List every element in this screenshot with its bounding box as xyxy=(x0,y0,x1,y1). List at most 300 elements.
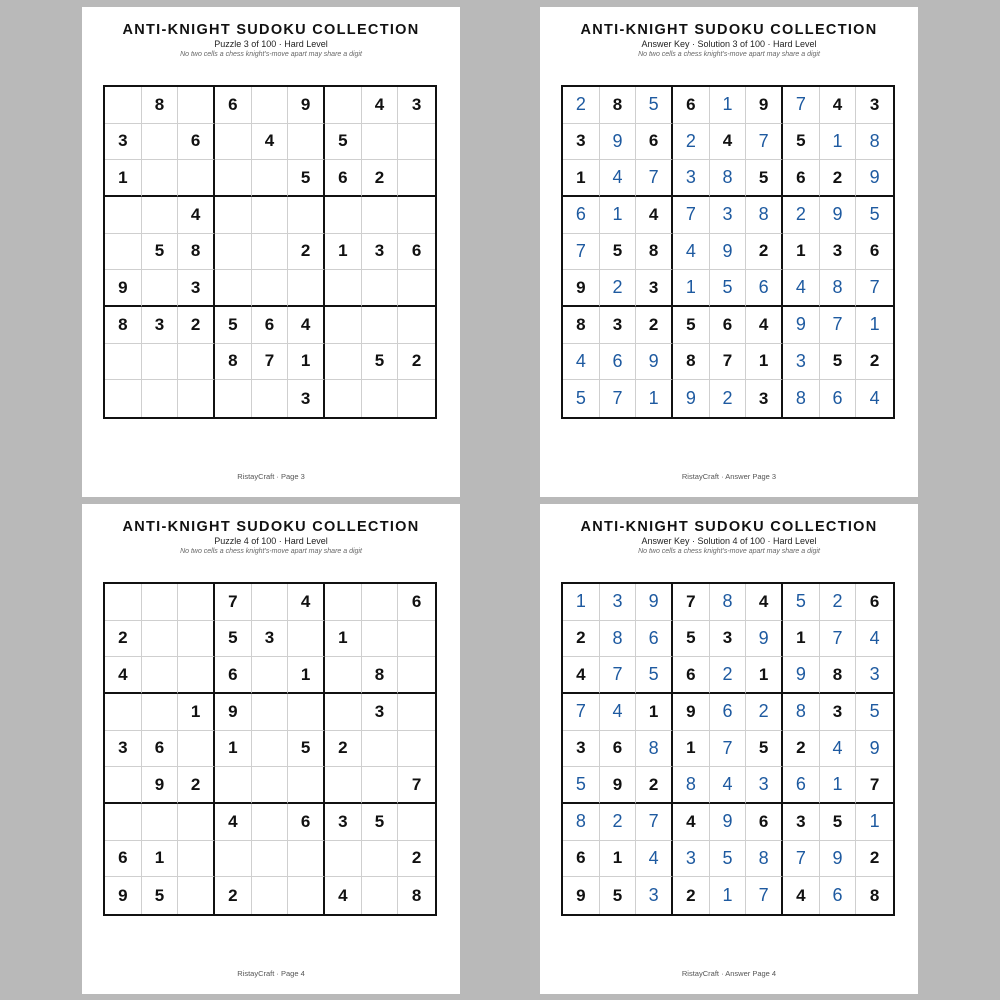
grid-cell: 9 xyxy=(105,270,142,307)
grid-cell xyxy=(252,87,289,124)
grid-cell: 4 xyxy=(215,804,252,841)
grid-cell: 2 xyxy=(673,124,710,161)
grid-cell xyxy=(252,841,289,878)
grid-cell: 4 xyxy=(820,731,857,768)
grid-cell: 6 xyxy=(636,621,673,658)
grid-cell: 9 xyxy=(856,731,893,768)
grid-cell: 1 xyxy=(710,87,747,124)
grid-cell: 8 xyxy=(856,124,893,161)
grid-cell xyxy=(178,584,215,621)
grid-cell: 5 xyxy=(710,841,747,878)
grid-cell: 4 xyxy=(600,160,637,197)
grid-cell: 6 xyxy=(636,124,673,161)
grid-cell xyxy=(178,87,215,124)
rule-text: No two cells a chess knight's-move apart may share a digit xyxy=(638,51,820,58)
grid-cell xyxy=(398,804,435,841)
grid-cell xyxy=(215,197,252,234)
grid-cell xyxy=(105,767,142,804)
grid-cell: 9 xyxy=(636,584,673,621)
grid-cell: 5 xyxy=(288,731,325,768)
grid-cell: 1 xyxy=(710,877,747,914)
grid-cell: 9 xyxy=(710,234,747,271)
grid-cell xyxy=(178,380,215,417)
grid-cell: 9 xyxy=(856,160,893,197)
grid-cell: 8 xyxy=(673,767,710,804)
page-footer: RistayCraft · Page 4 xyxy=(237,969,305,978)
grid-cell: 3 xyxy=(710,621,747,658)
grid-cell xyxy=(178,804,215,841)
grid-cell: 9 xyxy=(142,767,179,804)
grid-cell xyxy=(252,694,289,731)
grid-cell xyxy=(178,160,215,197)
grid-cell: 6 xyxy=(215,87,252,124)
grid-cell: 2 xyxy=(600,804,637,841)
grid-cell: 1 xyxy=(288,657,325,694)
grid-cell: 3 xyxy=(746,767,783,804)
grid-cell: 2 xyxy=(636,307,673,344)
grid-cell: 3 xyxy=(142,307,179,344)
grid-cell xyxy=(105,87,142,124)
sudoku-grid xyxy=(103,582,437,916)
grid-cell xyxy=(398,621,435,658)
grid-cell xyxy=(142,124,179,161)
grid-cell: 2 xyxy=(563,621,600,658)
grid-cell xyxy=(398,731,435,768)
grid-cell xyxy=(362,197,399,234)
grid-cell: 2 xyxy=(362,160,399,197)
grid-cell: 7 xyxy=(856,270,893,307)
rule-text: No two cells a chess knight's-move apart may share a digit xyxy=(180,548,362,555)
grid-cell xyxy=(178,657,215,694)
grid-cell: 4 xyxy=(325,877,362,914)
grid-cell: 2 xyxy=(178,307,215,344)
grid-cell: 4 xyxy=(856,621,893,658)
grid-cell xyxy=(398,160,435,197)
grid-cell: 6 xyxy=(600,731,637,768)
grid-cell xyxy=(398,380,435,417)
page-title: ANTI-KNIGHT SUDOKU COLLECTION xyxy=(580,22,878,38)
grid-cell: 1 xyxy=(563,584,600,621)
grid-cell: 2 xyxy=(398,841,435,878)
grid-cell xyxy=(398,694,435,731)
grid-cell: 5 xyxy=(636,87,673,124)
page-title: ANTI-KNIGHT SUDOKU COLLECTION xyxy=(122,519,420,535)
grid-cell: 4 xyxy=(746,584,783,621)
grid-cell xyxy=(142,344,179,381)
grid-cell: 6 xyxy=(288,804,325,841)
grid-cell: 6 xyxy=(563,197,600,234)
grid-cell: 8 xyxy=(636,731,673,768)
grid-cell: 2 xyxy=(673,877,710,914)
grid-cell xyxy=(142,380,179,417)
rule-text: No two cells a chess knight's-move apart may share a digit xyxy=(180,51,362,58)
grid-cell xyxy=(252,380,289,417)
grid-cell xyxy=(362,621,399,658)
grid-cell: 5 xyxy=(636,657,673,694)
grid-cell xyxy=(142,621,179,658)
grid-cell: 5 xyxy=(783,124,820,161)
grid-cell xyxy=(288,694,325,731)
grid-cell xyxy=(215,124,252,161)
grid-cell xyxy=(105,197,142,234)
grid-cell: 5 xyxy=(325,124,362,161)
grid-cell xyxy=(215,767,252,804)
grid-cell: 5 xyxy=(563,380,600,417)
grid-cell xyxy=(215,234,252,271)
grid-cell: 8 xyxy=(600,621,637,658)
page-subtitle: Answer Key · Solution 4 of 100 · Hard Level xyxy=(641,536,817,546)
grid-cell: 6 xyxy=(746,270,783,307)
grid-cell: 7 xyxy=(820,307,857,344)
grid-cell: 8 xyxy=(563,307,600,344)
grid-cell: 7 xyxy=(710,731,747,768)
grid-cell xyxy=(105,804,142,841)
grid-cell: 8 xyxy=(673,344,710,381)
grid-cell: 9 xyxy=(783,307,820,344)
grid-cell: 5 xyxy=(820,804,857,841)
grid-cell: 5 xyxy=(783,584,820,621)
grid-cell: 9 xyxy=(820,841,857,878)
puzzle-page-3 xyxy=(82,7,460,497)
grid-cell xyxy=(398,124,435,161)
page-subtitle: Puzzle 3 of 100 · Hard Level xyxy=(214,39,328,49)
grid-cell: 2 xyxy=(215,877,252,914)
rule-text: No two cells a chess knight's-move apart may share a digit xyxy=(638,548,820,555)
grid-cell: 8 xyxy=(142,87,179,124)
grid-cell: 6 xyxy=(783,767,820,804)
grid-cell xyxy=(142,197,179,234)
grid-cell xyxy=(252,234,289,271)
grid-cell: 8 xyxy=(783,380,820,417)
grid-cell: 2 xyxy=(178,767,215,804)
grid-cell: 3 xyxy=(600,307,637,344)
grid-cell: 5 xyxy=(746,160,783,197)
grid-cell: 9 xyxy=(673,694,710,731)
grid-cell: 1 xyxy=(325,621,362,658)
grid-cell: 3 xyxy=(673,841,710,878)
grid-cell: 5 xyxy=(362,344,399,381)
grid-cell: 5 xyxy=(362,804,399,841)
grid-cell: 6 xyxy=(710,694,747,731)
grid-cell: 7 xyxy=(783,841,820,878)
grid-cell: 7 xyxy=(636,804,673,841)
grid-cell: 9 xyxy=(215,694,252,731)
grid-cell: 1 xyxy=(746,344,783,381)
grid-cell xyxy=(398,270,435,307)
grid-cell: 3 xyxy=(783,804,820,841)
grid-cell: 2 xyxy=(600,270,637,307)
grid-cell: 1 xyxy=(673,731,710,768)
grid-cell: 4 xyxy=(563,657,600,694)
grid-cell: 5 xyxy=(215,621,252,658)
grid-cell: 7 xyxy=(820,621,857,658)
grid-cell: 5 xyxy=(563,767,600,804)
grid-cell: 5 xyxy=(673,621,710,658)
grid-cell xyxy=(362,731,399,768)
grid-cell xyxy=(215,270,252,307)
grid-cell: 4 xyxy=(783,877,820,914)
grid-cell xyxy=(362,124,399,161)
grid-cell: 5 xyxy=(673,307,710,344)
grid-cell xyxy=(288,877,325,914)
grid-cell xyxy=(288,270,325,307)
sudoku-grid xyxy=(561,582,895,916)
grid-cell: 2 xyxy=(288,234,325,271)
grid-cell xyxy=(362,584,399,621)
grid-cell: 9 xyxy=(746,87,783,124)
grid-cell: 2 xyxy=(820,160,857,197)
grid-cell: 9 xyxy=(105,877,142,914)
grid-cell: 5 xyxy=(856,197,893,234)
grid-cell: 7 xyxy=(563,694,600,731)
grid-cell xyxy=(252,584,289,621)
grid-cell: 4 xyxy=(820,87,857,124)
grid-cell: 8 xyxy=(411,885,422,905)
grid-cell: 1 xyxy=(820,767,857,804)
grid-cell: 5 xyxy=(142,234,179,271)
grid-cell: 1 xyxy=(142,841,179,878)
grid-cell: 6 xyxy=(783,160,820,197)
grid-cell: 7 xyxy=(673,197,710,234)
grid-cell: 1 xyxy=(820,124,857,161)
grid-cell: 9 xyxy=(636,344,673,381)
grid-cell xyxy=(142,270,179,307)
grid-cell xyxy=(325,584,362,621)
grid-cell xyxy=(105,380,142,417)
grid-cell: 3 xyxy=(105,124,142,161)
grid-cell xyxy=(362,841,399,878)
grid-cell xyxy=(288,124,325,161)
grid-cell: 6 xyxy=(398,234,435,271)
grid-cell: 9 xyxy=(600,767,637,804)
grid-cell: 6 xyxy=(673,87,710,124)
grid-cell: 2 xyxy=(783,731,820,768)
grid-cell: 3 xyxy=(673,160,710,197)
grid-cell: 6 xyxy=(820,877,857,914)
grid-cell xyxy=(215,841,252,878)
grid-cell: 2 xyxy=(783,197,820,234)
grid-cell: 6 xyxy=(600,344,637,381)
grid-cell xyxy=(178,877,215,914)
grid-cell: 8 xyxy=(820,657,857,694)
grid-cell: 7 xyxy=(746,877,783,914)
grid-cell xyxy=(288,841,325,878)
grid-cell: 7 xyxy=(600,657,637,694)
grid-cell: 3 xyxy=(820,694,857,731)
grid-cell: 6 xyxy=(215,657,252,694)
grid-cell xyxy=(362,270,399,307)
grid-cell xyxy=(325,307,362,344)
grid-cell: 1 xyxy=(673,270,710,307)
grid-cell xyxy=(105,584,142,621)
grid-cell: 8 xyxy=(178,234,215,271)
grid-cell: 4 xyxy=(673,234,710,271)
grid-cell: 1 xyxy=(215,731,252,768)
grid-cell: 4 xyxy=(563,344,600,381)
grid-cell: 3 xyxy=(563,124,600,161)
grid-cell: 2 xyxy=(746,694,783,731)
grid-cell: 2 xyxy=(563,87,600,124)
grid-cell xyxy=(398,657,435,694)
grid-cell xyxy=(362,877,399,914)
grid-cell: 3 xyxy=(636,877,673,914)
grid-cell: 2 xyxy=(746,234,783,271)
grid-cell: 2 xyxy=(325,731,362,768)
grid-cell xyxy=(252,270,289,307)
grid-cell xyxy=(325,657,362,694)
page-subtitle: Answer Key · Solution 3 of 100 · Hard Level xyxy=(641,39,817,49)
grid-cell: 4 xyxy=(636,197,673,234)
grid-cell: 7 xyxy=(746,124,783,161)
grid-cell: 8 xyxy=(746,841,783,878)
grid-cell: 7 xyxy=(215,584,252,621)
grid-cell: 2 xyxy=(636,767,673,804)
grid-cell: 7 xyxy=(783,87,820,124)
grid-cell: 2 xyxy=(856,841,893,878)
grid-cell: 1 xyxy=(600,197,637,234)
grid-cell xyxy=(288,767,325,804)
grid-cell xyxy=(362,380,399,417)
grid-cell: 9 xyxy=(563,877,600,914)
grid-cell: 1 xyxy=(325,234,362,271)
grid-cell: 9 xyxy=(563,270,600,307)
page-footer: RistayCraft · Answer Page 3 xyxy=(681,472,777,481)
grid-cell xyxy=(398,307,435,344)
grid-cell: 8 xyxy=(746,197,783,234)
grid-cell xyxy=(215,160,252,197)
grid-cell xyxy=(252,767,289,804)
sudoku-grid xyxy=(561,85,895,419)
grid-cell: 7 xyxy=(563,234,600,271)
grid-cell xyxy=(105,694,142,731)
grid-cell xyxy=(325,344,362,381)
grid-cell: 4 xyxy=(746,307,783,344)
page-title: ANTI-KNIGHT SUDOKU COLLECTION xyxy=(580,519,878,535)
page-subtitle: Puzzle 4 of 100 · Hard Level xyxy=(214,536,328,546)
grid-cell: 4 xyxy=(362,87,399,124)
grid-cell: 6 xyxy=(252,307,289,344)
grid-cell: 3 xyxy=(362,694,399,731)
grid-cell: 8 xyxy=(710,584,747,621)
grid-cell: 3 xyxy=(288,380,325,417)
grid-cell: 2 xyxy=(105,621,142,658)
grid-cell: 3 xyxy=(710,197,747,234)
grid-cell: 1 xyxy=(600,841,637,878)
grid-cell: 6 xyxy=(325,160,362,197)
grid-cell: 4 xyxy=(178,197,215,234)
grid-cell xyxy=(142,584,179,621)
grid-cell: 5 xyxy=(288,160,325,197)
grid-cell xyxy=(325,841,362,878)
grid-cell xyxy=(105,234,142,271)
grid-cell: 6 xyxy=(673,657,710,694)
grid-cell: 1 xyxy=(105,160,142,197)
grid-cell xyxy=(105,344,142,381)
grid-cell xyxy=(325,270,362,307)
grid-cell: 1 xyxy=(856,307,893,344)
grid-cell: 6 xyxy=(710,307,747,344)
grid-cell: 2 xyxy=(398,344,435,381)
grid-cell: 1 xyxy=(783,621,820,658)
grid-cell: 9 xyxy=(600,124,637,161)
grid-cell: 8 xyxy=(783,694,820,731)
sudoku-grid xyxy=(103,85,437,419)
grid-cell xyxy=(178,344,215,381)
grid-cell: 3 xyxy=(362,234,399,271)
grid-cell: 3 xyxy=(563,731,600,768)
grid-cell: 6 xyxy=(746,804,783,841)
grid-cell: 8 xyxy=(215,344,252,381)
grid-cell: 7 xyxy=(710,344,747,381)
grid-cell: 8 xyxy=(820,270,857,307)
page-title: ANTI-KNIGHT SUDOKU COLLECTION xyxy=(122,22,420,38)
grid-cell xyxy=(142,160,179,197)
grid-cell: 3 xyxy=(105,731,142,768)
grid-cell: 4 xyxy=(252,124,289,161)
answer-page-4 xyxy=(540,504,918,994)
grid-cell: 4 xyxy=(105,657,142,694)
grid-cell xyxy=(325,380,362,417)
grid-cell xyxy=(252,197,289,234)
grid-cell xyxy=(252,657,289,694)
grid-cell: 6 xyxy=(142,731,179,768)
grid-cell xyxy=(325,767,362,804)
grid-cell xyxy=(178,621,215,658)
grid-cell xyxy=(252,877,289,914)
grid-cell: 1 xyxy=(746,657,783,694)
grid-cell: 1 xyxy=(636,694,673,731)
grid-cell: 7 xyxy=(636,160,673,197)
grid-cell xyxy=(325,694,362,731)
grid-cell: 4 xyxy=(710,124,747,161)
grid-cell: 8 xyxy=(362,657,399,694)
grid-cell xyxy=(178,841,215,878)
puzzle-page-4 xyxy=(82,504,460,994)
grid-cell: 2 xyxy=(856,344,893,381)
grid-cell: 4 xyxy=(673,804,710,841)
page-footer: RistayCraft · Page 3 xyxy=(237,472,305,481)
grid-cell: 4 xyxy=(710,767,747,804)
grid-cell: 5 xyxy=(600,877,637,914)
grid-cell: 9 xyxy=(783,657,820,694)
grid-cell: 9 xyxy=(288,87,325,124)
grid-cell: 5 xyxy=(820,344,857,381)
grid-cell: 1 xyxy=(178,694,215,731)
grid-cell: 4 xyxy=(869,388,880,409)
grid-cell: 2 xyxy=(710,657,747,694)
answer-page-3 xyxy=(540,7,918,497)
grid-cell: 6 xyxy=(856,584,893,621)
grid-cell: 1 xyxy=(783,234,820,271)
grid-cell: 1 xyxy=(563,160,600,197)
grid-cell: 3 xyxy=(820,234,857,271)
grid-cell: 1 xyxy=(288,344,325,381)
grid-cell xyxy=(325,87,362,124)
grid-cell: 8 xyxy=(636,234,673,271)
grid-cell: 3 xyxy=(636,270,673,307)
grid-cell xyxy=(362,307,399,344)
grid-cell xyxy=(398,197,435,234)
grid-cell: 7 xyxy=(398,767,435,804)
grid-cell: 9 xyxy=(746,621,783,658)
grid-cell: 6 xyxy=(563,841,600,878)
grid-cell: 8 xyxy=(710,160,747,197)
grid-cell: 8 xyxy=(105,307,142,344)
grid-cell xyxy=(142,657,179,694)
grid-cell: 7 xyxy=(252,344,289,381)
grid-cell: 3 xyxy=(746,380,783,417)
grid-cell: 4 xyxy=(783,270,820,307)
